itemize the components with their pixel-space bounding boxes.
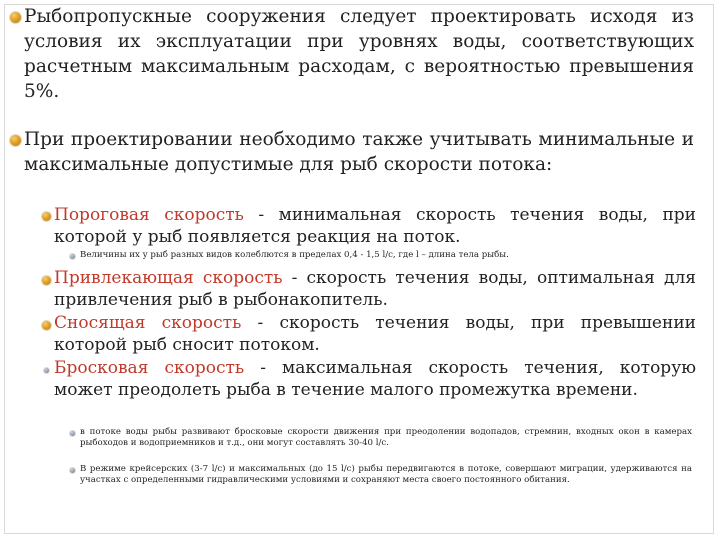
bullet-washout-velocity: [54, 313, 696, 356]
bullet-threshold-velocity: [54, 205, 696, 248]
bullet-dot-icon: [10, 135, 21, 146]
bullet-dot-icon: [70, 254, 75, 259]
definition-threshold-velocity: - минимальная скорость течения воды, при которой у рыб появляется реакция на поток.: [54, 205, 696, 247]
note-threshold-range: Величины их у рыб разных видов колеблются в пределах 0,4 - 1,5 l/с, где l – длина тела рыбы.: [80, 250, 509, 260]
term-burst-velocity: Бросковая скорость: [54, 358, 245, 378]
bullet-velocity-requirements: При проектировании необходимо также учитывать минимальные и максимальные допустимые для рыб скорости потока:: [24, 129, 694, 175]
bullet-dot-icon: [70, 431, 75, 436]
bullet-dot-icon: [70, 468, 75, 473]
bullet-dot-icon: [42, 212, 51, 221]
bullet-burst-velocity: [54, 358, 696, 401]
bullet-dot-icon: [10, 12, 21, 23]
bullet-dot-icon: [42, 276, 51, 285]
term-washout-velocity: Сносящая скорость: [54, 313, 242, 333]
bullet-dot-icon: [44, 368, 49, 373]
bullet-dot-icon: [42, 321, 51, 330]
definition-washout-velocity: - скорость течения воды, при превышении которой рыб сносит потоком.: [54, 313, 696, 355]
term-attracting-velocity: Привлекающая скорость: [54, 268, 283, 288]
note-burst-velocity: в потоке воды рыбы развивают бросковые скорости движения при преодолении водопадов, стремнин, входных окон в камерах рыбоходов и водоприемников и т.д., они могут составлять 30-40 l/с.: [80, 427, 692, 448]
term-threshold-velocity: Пороговая скорость: [54, 205, 244, 225]
bullet-attracting-velocity: [54, 268, 696, 311]
definition-burst-velocity: - максимальная скорость течения, которую может преодолеть рыба в течение малого промежутка времени.: [54, 358, 696, 400]
bullet-design-conditions: Рыбопропускные сооружения следует проектировать исходя из условия их эксплуатации при уровнях воды, соответствующих расчетным максимальным расходам, с вероятностью превышения 5%.: [24, 6, 694, 102]
definition-attracting-velocity: - скорость течения воды, оптимальная для привлечения рыб в рыбонакопитель.: [54, 268, 696, 310]
note-cruising-velocity: В режиме крейсерских (3-7 l/с) и максимальных (до 15 l/с) рыбы передвигаются в потоке, совершают миграции, удерживаются на участках с определенными гидравлическими условиями и сохраняют места своего постоянного обитания.: [80, 464, 692, 485]
